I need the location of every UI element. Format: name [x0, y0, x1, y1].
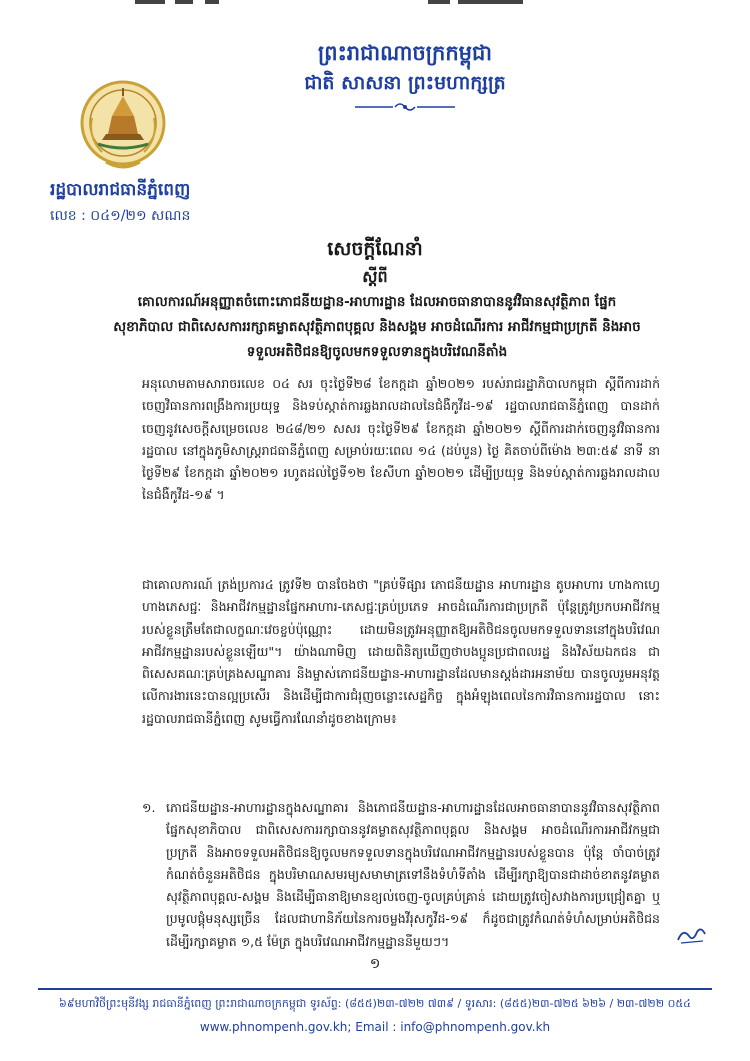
paragraph-1: អនុលោមតាមសារាចរលេខ ០៤ សរ ចុះថ្ងៃទី២៨ ខែកក្កដា ឆ្នាំ២០២១ របស់រាជរដ្ឋាភិបាលកម្ពុជា ស្តីពីការដាក់ចេញវិធានការពង្រឹងការប្រយុទ្ធ និងទប់ស្កាត់ការឆ្លងរាលដាលនៃជំងឺកូវីដ-១៩ រដ្ឋបាលរាជធានីភ្នំពេញ បានដាក់ចេញនូវសេចក្តីសម្រេចលេខ ២៤៨/២១ សសរ ចុះថ្ងៃទី២៩ ខែកក្កដា ឆ្នាំ២០២១ ស្តីពីការដាក់ចេញនូវវិធានការរដ្ឋបាល នៅក្នុងភូមិសាស្ត្ររាជធានីភ្នំពេញ សម្រាប់រយៈពេល ១៤ (ដប់បួន) ថ្ងៃ គិតចាប់ពីម៉ោង ២៣:៥៩ នាទី នាថ្ងៃទី២៩ ខែកក្កដា ឆ្នាំ២០២១ រហូតដល់ថ្ងៃទី១២ ខែសីហា ឆ្នាំ២០២១ ដើម្បីប្រយុទ្ធ និងទប់ស្កាត់ការឆ្លងរាលដាលនៃជំងឺកូវីដ-១៩ ។ — [142, 376, 660, 503]
phnom-penh-seal-icon — [78, 78, 168, 178]
paragraph-2: ជាគោលការណ៍ ត្រង់ប្រការ៤ ត្រូវទី២ បានចែងថា "គ្រប់ទីផ្សារ ភោជនីយដ្ឋាន អាហារដ្ឋាន តូបអាហារ ហាងកាហ្វេ ហាងភេសជ្ជៈ និងអាជីវកម្មដ្ឋានផ្នែកអាហារ-ភេសជ្ជៈគ្រប់ប្រភេទ អាចដំណើរការជាប្រក្រតី ប៉ុន្តែត្រូវប្រកបអាជីវកម្មរបស់ខ្លួនត្រឹមតែជាលក្ខណៈវេចខ្ចប់ប៉ុណ្ណោះ ដោយមិនត្រូវអនុញ្ញាតឱ្យអតិថិជនចូលមកទទួលទាននៅក្នុងបរិវេណអាជីវកម្មដ្ឋានរបស់ខ្លួនឡើយ"។ យ៉ាងណាមិញ ដោយពិនិត្យឃើញថាបងប្អូនប្រជាពលរដ្ឋ និងវិស័យឯកជន ជាពិសេសគណៈគ្រប់គ្រងសណ្ឋាគារ និងម្ចាស់ភោជនីយដ្ឋាន-អាហារដ្ឋានដែលមានស្តង់ដារអនាម័យ បានចូលរួមអនុវត្តលើការងារនេះបានល្អប្រសើរ និងដើម្បីជាការជំរុញចន្លោះសេដ្ឋកិច្ច ក្នុងអំឡុងពេលនៃការវិធានការរដ្ឋបាល នោះ រដ្ឋបាលរាជធានីភ្នំពេញ សូមធ្វើការណែនាំដូចខាងក្រោម៖ — [142, 577, 660, 726]
national-motto: ជាតិ សាសនា ព្រះមហាក្សត្រ — [304, 72, 506, 94]
motto-ornament-icon — [353, 100, 457, 114]
document-title: សេចក្តីណែនាំ — [327, 238, 423, 260]
kingdom-heading: ព្រះរាជាណាចក្រកម្ពុជា — [317, 41, 492, 65]
document-number: លេខ : ០៤១/២១ សណន — [50, 208, 191, 224]
issuing-authority: រដ្ឋបាលរាជធានីភ្នំពេញ — [50, 180, 191, 200]
page-number: ១ — [369, 956, 381, 972]
list-item — [142, 797, 660, 953]
about-label: ស្តីពី — [362, 267, 388, 286]
footer-contact: www.phnompenh.gov.kh; Email : info@phnompenh.gov.kh — [199, 1020, 551, 1034]
list-item-text: ភោជនីយដ្ឋាន-អាហារដ្ឋានក្នុងសណ្ឋាគារ និងភោជនីយដ្ឋាន-អាហារដ្ឋានដែលអាចធានាបាននូវវិធានសុវត្ថិភាពផ្នែកសុខាភិបាល ជាពិសេសការរក្សាបាននូវគម្លាតសុវត្ថិភាពបុគ្គល និងសង្គម អាចដំណើរការអាជីវកម្មជាប្រក្រតី និងអាចទទួលអតិថិជនឱ្យចូលមកទទួលទានក្នុងបរិវេណអាជីវកម្មដ្ឋានរបស់ខ្លួនបាន ប៉ុន្តែ ចាំបាច់ត្រូវកំណត់ចំនួនអតិថិជន ក្នុងបរិមាណសមរម្យសមាមាត្រទៅនឹងទំហំទីតាំង ដើម្បីរក្សាឱ្យបានជាដាច់ខាតនូវគម្លាតសុវត្ថិភាពបុគ្គល-សង្គម និងដើម្បីធានាឱ្យមានខ្យល់ចេញ-ចូលគ្រប់គ្រាន់ ដោយត្រូវចៀសវាងការប្រជ្រៀតគ្នា ឬ ប្រមូលផ្តុំមនុស្សច្រើន ដែលជាហានិភ័យនៃការចម្លងវីរុសកូវីដ-១៩ ក៏ដូចជាត្រូវកំណត់ទំហំសម្រាប់អតិថិជនដើម្បីរក្សាគម្លាត ១,៥ ម៉ែត្រ ក្នុងបរិវេណអាជីវកម្មដ្ឋាននីមួយៗ។ — [166, 800, 660, 949]
footer-address: ៦៩មហាវិថីព្រះមុនីវង្ស រាជធានីភ្នំពេញ ព្រះរាជាណាចក្រកម្ពុជា ទូរស័ព្ទ: (៨៥៥)២៣-៧២២ ៧៣៩ / ទូរសារ: (៨៥៥)២៣-៧២៥ ៦២៦ / ២៣-៧២២ ០៥៤ — [59, 997, 691, 1010]
document-subject: គោលការណ៍អនុញ្ញាតចំពោះភោជនីយដ្ឋាន-អាហារដ្ឋាន ដែលអាចធានាបាននូវវិធានសុវត្ថិភាព ផ្នែកសុខាភិបាល ជាពិសេសការរក្សាគម្លាតសុវត្ថិភាពបុគ្គល និងសង្គម អាចដំណើរការ អាជីវកម្មជាប្រក្រតី និងអាចទទួលអតិថិជនឱ្យចូលមកទទួលទានក្នុងបរិវេណនីតាំង — [113, 294, 641, 360]
list-item-number: ១. — [142, 800, 156, 815]
initial-signature-icon — [675, 924, 709, 946]
footer-divider — [38, 988, 712, 990]
scan-edge-marks — [0, 0, 750, 8]
